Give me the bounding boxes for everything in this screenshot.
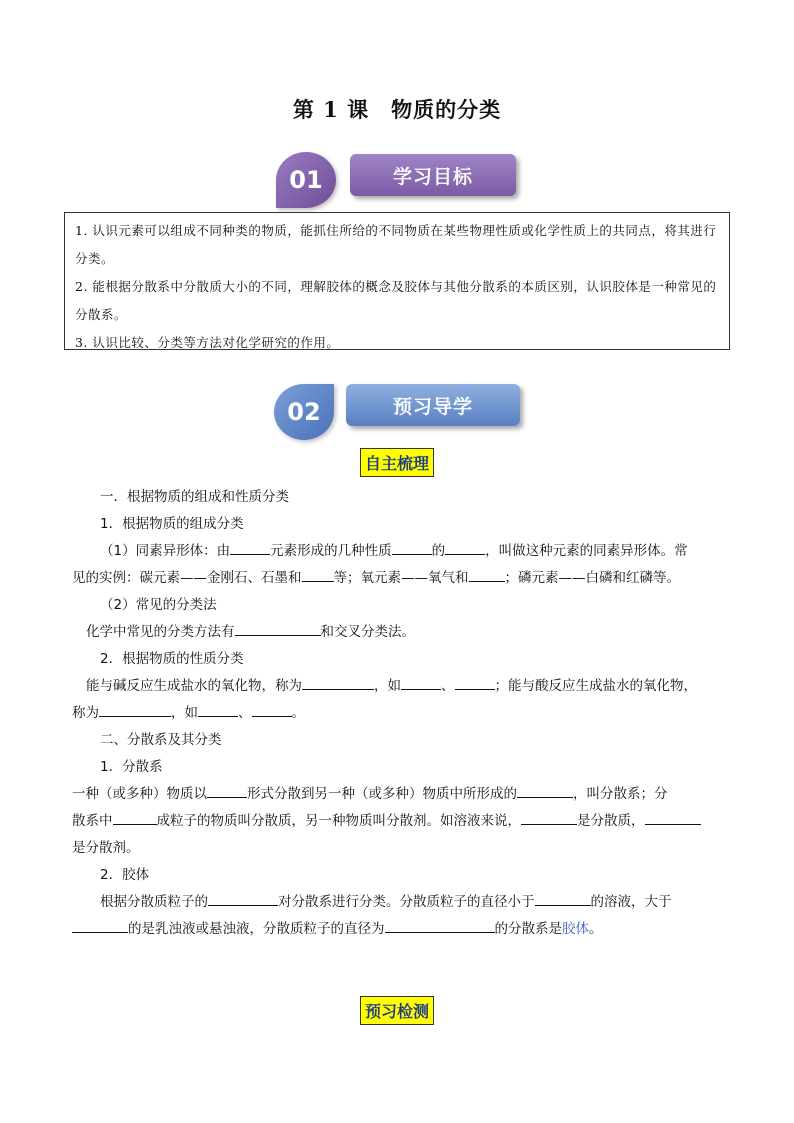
subheading: 1．根据物质的组成分类: [100, 516, 244, 532]
fill-blank[interactable]: [385, 918, 495, 933]
goal-item: 3. 认识比较、分类等方法对化学研究的作用。: [75, 335, 340, 350]
heading: 二、分散系及其分类: [100, 732, 222, 748]
page-title: 第 1 课 物质的分类: [292, 97, 502, 122]
fill-blank[interactable]: [208, 891, 278, 906]
subheading: 2．胶体: [100, 867, 150, 883]
fill-blank[interactable]: [521, 810, 577, 825]
fill-blank[interactable]: [252, 702, 292, 717]
paragraph: 称为 ，如 、 。: [72, 700, 722, 727]
paragraph: 能与碱反应生成盐水的氧化物，称为 ，如 、 ；能与酸反应生成盐水的氧化物，: [72, 673, 722, 700]
section-number-badge: 02: [274, 384, 334, 440]
fill-blank[interactable]: [235, 621, 321, 636]
fill-blank[interactable]: [455, 675, 495, 690]
subheading: 2．根据物质的性质分类: [100, 651, 244, 667]
learning-goals-box: [64, 212, 730, 350]
fill-blank[interactable]: [113, 810, 157, 825]
subheading: 1．分散系: [100, 759, 163, 775]
paragraph: 化学中常见的分类方法有 和交叉分类法。: [72, 619, 722, 646]
fill-blank[interactable]: [645, 810, 701, 825]
paragraph: 是分散剂。: [72, 840, 140, 856]
paragraph: （1）同素异形体：由 元素形成的几种性质 的 ，叫做这种元素的同素异形体。常: [72, 538, 722, 565]
paragraph: 的是乳浊液或悬浊液，分散质粒子的直径为 的分散系是胶体。: [72, 916, 722, 943]
fill-blank[interactable]: [445, 540, 485, 555]
goal-item: 1. 认识元素可以组成不同种类的物质，能抓住所给的不同物质在某些物理性质或化学性质上的共同点，将其进行分类。: [75, 223, 717, 266]
fill-blank[interactable]: [99, 702, 171, 717]
tag-self-review: 自主梳理: [0, 448, 794, 477]
tag-preview-check: 预习检测: [0, 996, 794, 1025]
fill-blank[interactable]: [302, 675, 374, 690]
section-header-learning-goals: [0, 148, 794, 212]
section-number-badge: 01: [276, 152, 336, 208]
paragraph: 散系中 成粒子的物质叫分散质，另一种物质叫分散剂。如溶液来说， 是分散质，: [72, 808, 722, 835]
colloid-link[interactable]: 胶体: [562, 921, 589, 937]
fill-blank[interactable]: [392, 540, 432, 555]
paragraph: 见的实例：碳元素——金刚石、石墨和 等；氧元素——氧气和 ；磷元素——白磷和红磷等。: [72, 565, 722, 592]
paragraph: 一种（或多种）物质以 形式分散到另一种（或多种）物质中所形成的 ，叫分散系；分: [72, 781, 722, 808]
heading: 一．根据物质的组成和性质分类: [100, 489, 289, 505]
fill-blank[interactable]: [72, 918, 128, 933]
section-label: 预习导学: [346, 384, 520, 426]
fill-blank[interactable]: [401, 675, 441, 690]
paragraph: （2）常见的分类法: [100, 597, 217, 613]
section-label: 学习目标: [350, 154, 516, 196]
fill-blank[interactable]: [198, 702, 238, 717]
fill-blank[interactable]: [517, 783, 573, 798]
main-content: [72, 484, 722, 943]
fill-blank[interactable]: [230, 540, 270, 555]
section-header-preview: [0, 380, 794, 444]
goal-item: 2. 能根据分散系中分散质大小的不同，理解胶体的概念及胶体与其他分散系的本质区别，认识胶体是一种常见的分散系。: [75, 279, 717, 322]
fill-blank[interactable]: [535, 891, 591, 906]
paragraph: 根据分散质粒子的 对分散系进行分类。分散质粒子的直径小于 的溶液，大于: [72, 889, 722, 916]
fill-blank[interactable]: [469, 567, 505, 582]
fill-blank[interactable]: [302, 567, 334, 582]
fill-blank[interactable]: [207, 783, 247, 798]
